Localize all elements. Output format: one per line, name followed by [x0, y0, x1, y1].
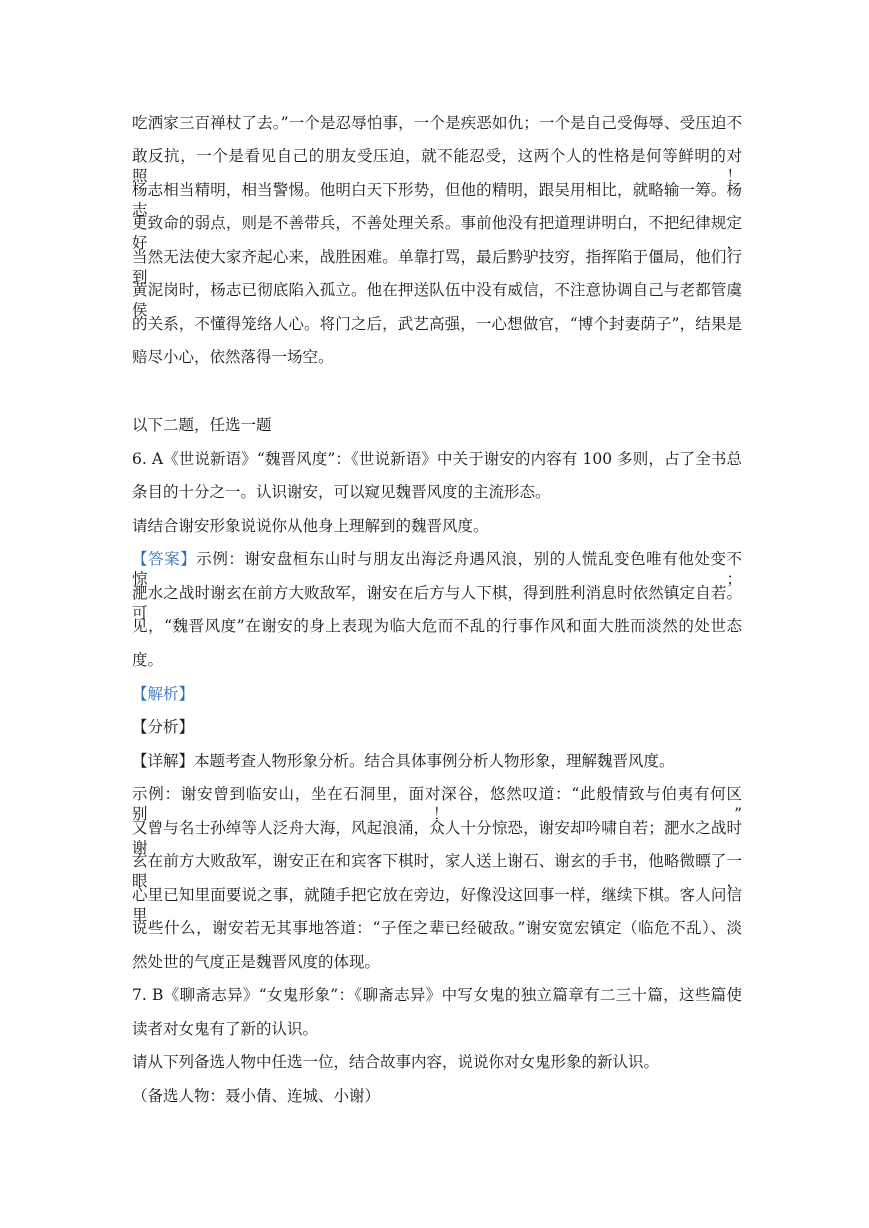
fenxi-tag: 【分析】	[132, 718, 195, 736]
example-line: 说些什么，谢安若无其事地答道：“子侄之辈已经破敌。”谢安宽宏镇定（临危不乱）、淡	[132, 919, 742, 937]
detail-text: 本题考查人物形象分析。结合具体事例分析人物形象，理解魏晋风度。	[194, 752, 675, 770]
paragraph-line: 黄泥岗时，杨志已彻底陷入孤立。他在押送队伍中没有威信，不注意协调自己与老都管虞侯	[132, 281, 742, 319]
question-7-line: 7. B《聊斋志异》“女鬼形象”：《聊斋志异》中写女鬼的独立篇章有二三十篇，这些篇使	[132, 986, 742, 1004]
paragraph-line: 敢反抗，一个是看见自己的朋友受压迫，就不能忍受，这两个人的性格是何等鲜明的对照！	[132, 147, 742, 185]
detail-line	[132, 751, 742, 771]
analysis-tag: 【解析】	[132, 685, 195, 703]
question-7-line: 读者对女鬼有了新的认识。	[132, 1020, 319, 1038]
example-line: 心里已知里面要说之事，就随手把它放在旁边，好像没这回事一样，继续下棋。客人问信里	[132, 886, 742, 924]
paragraph-line: 赔尽小心，依然落得一场空。	[132, 348, 334, 366]
paragraph-line: 的关系，不懂得笼络人心。将门之后，武艺高强，一心想做官，“博个封妻荫子”，结果是	[132, 315, 742, 333]
paragraph-line: 吃洒家三百禅杖了去。”一个是忍辱怕事，一个是疾恶如仇；一个是自己受侮辱、受压迫不	[132, 114, 742, 132]
choice-note: 以下二题，任选一题	[132, 416, 272, 434]
answer-line: 淝水之战时谢玄在前方大败敌军，谢安在后方与人下棋，得到胜利消息时依然镇定自若。可	[132, 584, 742, 622]
question-6-prompt: 请结合谢安形象说说你从他身上理解到的魏晋风度。	[132, 517, 489, 535]
answer-line: 度。	[132, 651, 164, 669]
candidate-list: （备选人物：聂小倩、连城、小谢）	[132, 1087, 381, 1105]
paragraph-line: 当然无法使大家齐起心来，战胜困难。单靠打骂，最后黔驴技穷，指挥陷于僵局，他们行到	[132, 248, 742, 286]
answer-text: 示例：谢安盘桓东山时与朋友出海泛舟遇风浪，别的人慌乱变色唯有他处变不惊；	[132, 550, 742, 588]
question-7-prompt: 请从下列备选人物中任选一位，结合故事内容，说说你对女鬼形象的新认识。	[132, 1053, 660, 1071]
detail-tag: 【详解】	[132, 752, 195, 770]
answer-line: 见，“魏晋风度”在谢安的身上表现为临大危而不乱的行事作风和面大胜而淡然的处世态	[132, 617, 742, 635]
example-line: 玄在前方大败敌军，谢安正在和宾客下棋时，家人送上谢石、谢玄的手书，他略微瞟了一眼，	[132, 852, 742, 890]
example-line: 又曾与名士孙绰等人泛舟大海，风起浪涌，众人十分惊恐，谢安却吟啸自若；淝水之战时谢	[132, 819, 742, 857]
answer-tag: 【答案】	[132, 550, 197, 568]
example-line: 示例：谢安曾到临安山，坐在石洞里，面对深谷，悠然叹道：“此般情致与伯夷有何区别！”	[132, 785, 742, 823]
example-line: 然处世的气度正是魏晋风度的体现。	[132, 953, 381, 971]
question-6-line: 条目的十分之一。认识谢安，可以窥见魏晋风度的主流形态。	[132, 483, 551, 501]
paragraph-line: 更致命的弱点，则是不善带兵，不善处理关系。事前他没有把道理讲明白，不把纪律规定好，	[132, 214, 742, 252]
question-6-line: 6. A《世说新语》“魏晋风度”：《世说新语》中关于谢安的内容有 100 多则，占了全书总	[132, 450, 742, 468]
paragraph-line: 杨志相当精明，相当警惕。他明白天下形势，但他的精明，跟吴用相比，就略输一筹。杨志	[132, 181, 742, 219]
